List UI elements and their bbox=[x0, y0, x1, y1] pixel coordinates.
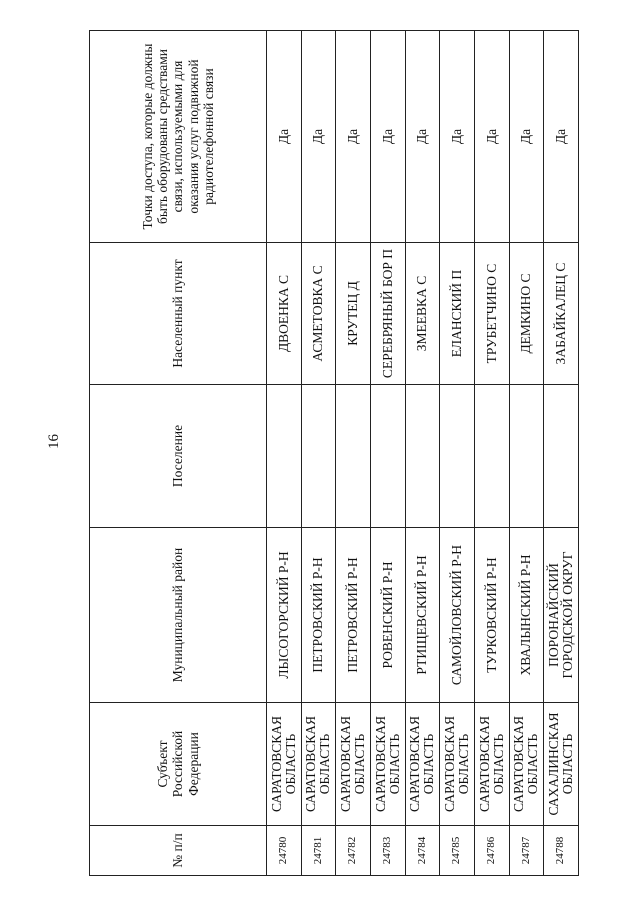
cell-access-point: Да bbox=[440, 31, 475, 243]
cell-subject: САРАТОВСКАЯ ОБЛАСТЬ bbox=[440, 703, 475, 826]
page-number-text: 16 bbox=[45, 433, 62, 449]
table-row bbox=[509, 31, 544, 876]
table-row bbox=[336, 31, 371, 876]
header-number: № п/п bbox=[90, 826, 267, 876]
cell-locality: ЕЛАНСКИЙ П bbox=[440, 243, 475, 385]
table-row bbox=[267, 31, 302, 876]
cell-district: ХВАЛЫНСКИЙ Р-Н bbox=[509, 528, 544, 703]
table-row bbox=[440, 31, 475, 876]
cell-locality: АСМЕТОВКА С bbox=[301, 243, 336, 385]
cell-locality: КРУТЕЦ Д bbox=[336, 243, 371, 385]
cell-subject: САРАТОВСКАЯ ОБЛАСТЬ bbox=[336, 703, 371, 826]
table-row bbox=[405, 31, 440, 876]
cell-locality: ЗМЕЕВКА С bbox=[405, 243, 440, 385]
cell-settlement bbox=[336, 385, 371, 528]
table-row bbox=[474, 31, 509, 876]
cell-subject: САРАТОВСКАЯ ОБЛАСТЬ bbox=[370, 703, 405, 826]
cell-number: 24784 bbox=[405, 826, 440, 876]
header-district: Муниципальный район bbox=[90, 528, 267, 703]
cell-subject: САРАТОВСКАЯ ОБЛАСТЬ bbox=[474, 703, 509, 826]
header-subject: Субъект Российской Федерации bbox=[90, 703, 267, 826]
cell-district: САМОЙЛОВСКИЙ Р-Н bbox=[440, 528, 475, 703]
cell-number: 24787 bbox=[509, 826, 544, 876]
cell-district: РТИЩЕВСКИЙ Р-Н bbox=[405, 528, 440, 703]
cell-number: 24781 bbox=[301, 826, 336, 876]
header-access-points: Точки доступа, которые должны быть оборудованы средствами связи, используемыми для оказания услуг подвижной радиотелефонной связи bbox=[90, 31, 267, 243]
table-container bbox=[89, 31, 579, 876]
cell-subject: САРАТОВСКАЯ ОБЛАСТЬ bbox=[509, 703, 544, 826]
cell-district: ПЕТРОВСКИЙ Р-Н bbox=[336, 528, 371, 703]
cell-access-point: Да bbox=[267, 31, 302, 243]
cell-settlement bbox=[474, 385, 509, 528]
cell-access-point: Да bbox=[405, 31, 440, 243]
cell-locality: ЗАБАЙКАЛЕЦ С bbox=[544, 243, 579, 385]
cell-access-point: Да bbox=[370, 31, 405, 243]
cell-district: РОВЕНСКИЙ Р-Н bbox=[370, 528, 405, 703]
cell-settlement bbox=[509, 385, 544, 528]
cell-subject: САРАТОВСКАЯ ОБЛАСТЬ bbox=[267, 703, 302, 826]
cell-number: 24780 bbox=[267, 826, 302, 876]
header-settlement: Поселение bbox=[90, 385, 267, 528]
header-locality: Населенный пункт bbox=[90, 243, 267, 385]
cell-number: 24783 bbox=[370, 826, 405, 876]
table-row bbox=[301, 31, 336, 876]
cell-district: ТУРКОВСКИЙ Р-Н bbox=[474, 528, 509, 703]
cell-settlement bbox=[440, 385, 475, 528]
page-number bbox=[44, 426, 64, 456]
cell-settlement bbox=[370, 385, 405, 528]
cell-locality: СЕРЕБРЯНЫЙ БОР П bbox=[370, 243, 405, 385]
cell-access-point: Да bbox=[336, 31, 371, 243]
cell-access-point: Да bbox=[544, 31, 579, 243]
settlements-table bbox=[89, 30, 579, 876]
cell-locality: ДЕМКИНО С bbox=[509, 243, 544, 385]
cell-access-point: Да bbox=[301, 31, 336, 243]
table-header-row bbox=[90, 31, 267, 876]
cell-settlement bbox=[405, 385, 440, 528]
cell-settlement bbox=[544, 385, 579, 528]
cell-settlement bbox=[267, 385, 302, 528]
cell-district: ПЕТРОВСКИЙ Р-Н bbox=[301, 528, 336, 703]
cell-locality: ТРУБЕТЧИНО С bbox=[474, 243, 509, 385]
table-row bbox=[544, 31, 579, 876]
cell-number: 24786 bbox=[474, 826, 509, 876]
cell-access-point: Да bbox=[474, 31, 509, 243]
cell-number: 24788 bbox=[544, 826, 579, 876]
table-row bbox=[370, 31, 405, 876]
cell-access-point: Да bbox=[509, 31, 544, 243]
cell-number: 24782 bbox=[336, 826, 371, 876]
cell-subject: САХАЛИНСКАЯ ОБЛАСТЬ bbox=[544, 703, 579, 826]
cell-subject: САРАТОВСКАЯ ОБЛАСТЬ bbox=[301, 703, 336, 826]
cell-settlement bbox=[301, 385, 336, 528]
cell-district: ЛЫСОГОРСКИЙ Р-Н bbox=[267, 528, 302, 703]
cell-number: 24785 bbox=[440, 826, 475, 876]
cell-subject: САРАТОВСКАЯ ОБЛАСТЬ bbox=[405, 703, 440, 826]
cell-locality: ДВОЕНКА С bbox=[267, 243, 302, 385]
cell-district: ПОРОНАЙСКИЙ ГОРОДСКОЙ ОКРУГ bbox=[544, 528, 579, 703]
